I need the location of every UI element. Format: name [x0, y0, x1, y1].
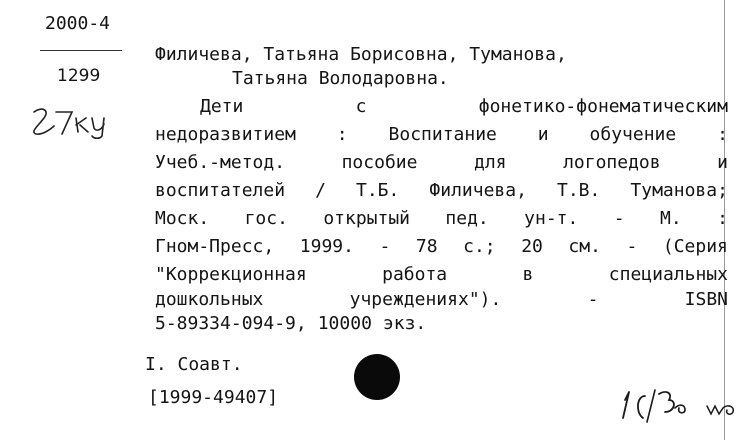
description-word: "Коррекционная	[155, 264, 307, 285]
description-word: :	[717, 124, 728, 145]
handwritten-mark-image	[28, 104, 120, 140]
description-word: (Серия	[662, 236, 728, 257]
description-word: М.	[659, 208, 682, 229]
description-word: :	[336, 124, 348, 145]
description-line	[155, 236, 728, 257]
description-word: недоразвитием	[155, 124, 296, 145]
description-word: -	[587, 289, 599, 310]
description-word: в	[522, 264, 534, 285]
description-word: -	[613, 208, 625, 229]
description-word: экз.	[382, 313, 427, 334]
description-word: Гном-Пресс,	[155, 236, 275, 257]
description-word: Т.Б.	[355, 180, 400, 201]
description-word: Дети	[200, 96, 244, 117]
description-line	[155, 208, 728, 229]
description-word: Филичева,	[429, 180, 527, 201]
description-line	[155, 152, 728, 173]
description-word: 5-89334-094-9,	[155, 313, 307, 334]
description-word: с	[355, 96, 367, 117]
author-line: Филичева, Татьяна Борисовна, Туманова,	[155, 44, 567, 65]
description-word: Моск.	[155, 208, 210, 229]
description-word: с.;	[463, 236, 496, 257]
description-word: воспитателей	[155, 180, 286, 201]
description-line	[155, 264, 728, 285]
record-number: [1999-49407]	[148, 387, 279, 408]
description-word: открытый	[323, 208, 411, 229]
handwritten-signature-image	[615, 382, 745, 428]
description-line	[155, 313, 728, 334]
description-word: 10000	[317, 313, 372, 334]
author-line-continued: Татьяна Володаровна.	[232, 68, 449, 89]
description-word: Учеб.-метод.	[155, 152, 286, 173]
description-word: работа	[382, 264, 448, 285]
description-word: 1999.	[299, 236, 354, 257]
description-word: Туманова;	[630, 180, 728, 201]
description-word: и	[717, 152, 728, 173]
description-word: учреждениях").	[349, 289, 502, 310]
description-word: ISBN	[684, 289, 728, 310]
description-word: 20	[521, 236, 543, 257]
tracing-entry: I. Соавт.	[145, 354, 243, 375]
description-word: и	[537, 124, 549, 145]
description-word: 78	[415, 236, 438, 257]
description-line	[155, 124, 728, 145]
description-word: для	[474, 152, 507, 173]
description-word: фонетико-фонематическим	[478, 96, 728, 117]
description-word: ун-т.	[524, 208, 579, 229]
description-word: Т.В.	[556, 180, 601, 201]
description-line	[155, 289, 728, 310]
punch-hole-dot	[354, 354, 400, 400]
description-word: см.	[568, 236, 601, 257]
shelf-cipher-top: 2000-4	[45, 13, 111, 34]
description-word: специальных	[608, 264, 728, 285]
cipher-divider	[40, 50, 122, 51]
description-line	[155, 180, 728, 201]
description-word: /	[315, 180, 326, 201]
shelf-cipher-bottom: 1299	[57, 66, 101, 86]
description-word: пед.	[445, 208, 489, 229]
description-word: -	[379, 236, 391, 257]
description-word: Воспитание	[388, 124, 497, 145]
description-word: пособие	[341, 152, 418, 173]
description-word: :	[717, 208, 728, 229]
description-word: гос.	[244, 208, 288, 229]
description-line	[200, 96, 728, 117]
description-word: логопедов	[563, 152, 661, 173]
description-word: -	[626, 236, 638, 257]
description-word: дошкольных	[155, 289, 264, 310]
description-word: обучение	[589, 124, 677, 145]
